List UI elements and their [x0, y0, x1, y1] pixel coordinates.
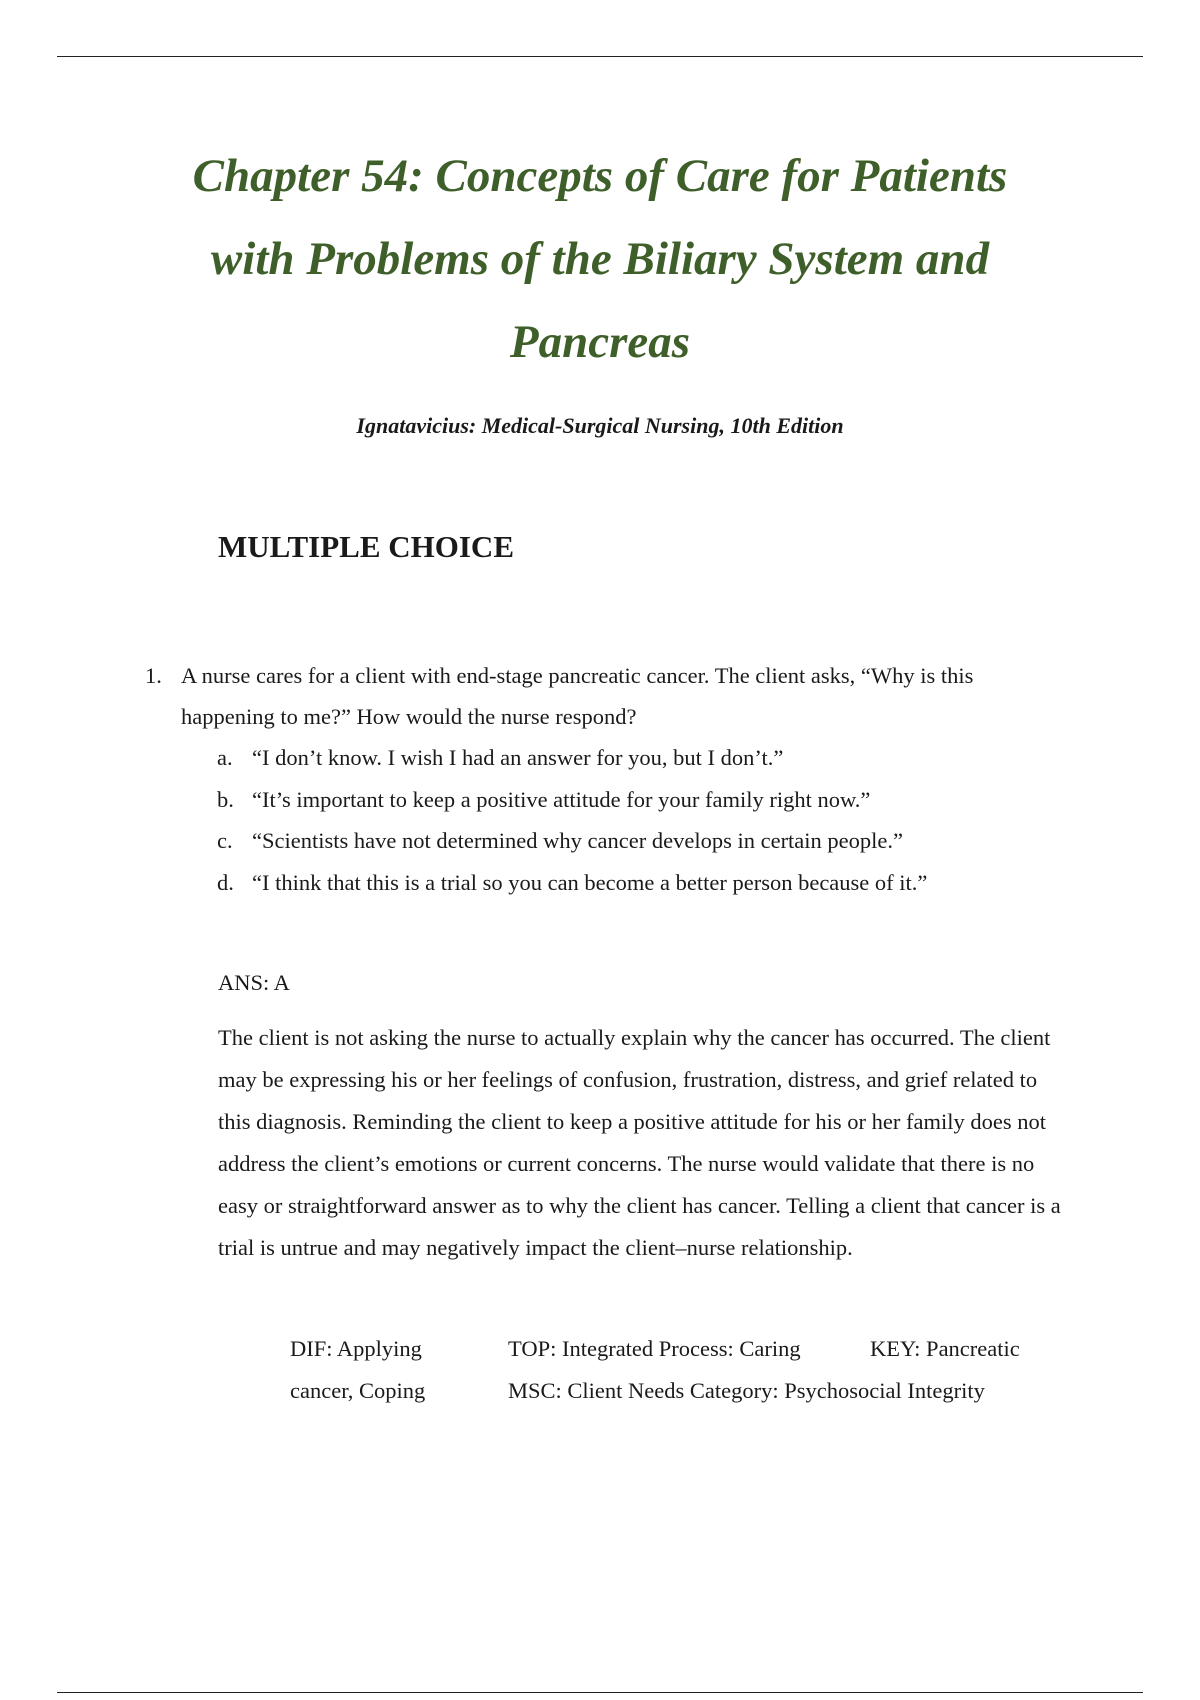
question-1: [145, 655, 1025, 903]
section-heading: MULTIPLE CHOICE: [218, 529, 514, 564]
option-d: [217, 862, 1025, 904]
question-metadata: [290, 1328, 1080, 1412]
book-subtitle: Ignatavicius: Medical-Surgical Nursing, 10th Edition: [356, 413, 844, 438]
answer-key: ANS: A: [218, 970, 290, 995]
option-text: “I don’t know. I wish I had an answer for you, but I don’t.”: [252, 745, 784, 770]
question-stem: A nurse cares for a client with end-stage pancreatic cancer. The client asks, “Why is this happening to me?” How would the nurse respond?: [181, 663, 974, 729]
option-text: “I think that this is a trial so you can become a better person because of it.”: [252, 869, 928, 895]
bottom-divider: [57, 1692, 1143, 1693]
difficulty-label: DIF: Applying: [290, 1336, 422, 1361]
option-text: “It’s important to keep a positive attitude for your family right now.”: [252, 786, 871, 812]
top-divider: [57, 56, 1143, 57]
option-letter: b.: [217, 786, 234, 812]
metadata-row-1: [290, 1328, 1080, 1370]
option-letter: a.: [217, 745, 233, 770]
option-letter: d.: [217, 869, 234, 895]
option-c: [217, 820, 1025, 862]
chapter-title: [100, 135, 1100, 384]
metadata-row-2: [290, 1370, 1080, 1412]
rationale-text: The client is not asking the nurse to actually explain why the cancer has occurred. The client may be expressing his or her feelings of confusion, frustration, distress, and grief related to this diagnosis. Reminding the client to keep a positive attitude for his or her family does not address the client’s emotions or current concerns. The nurse would validate that there is no easy or straightforward answer as to why the client has cancer. Telling a client that cancer is a trial is untrue and may negatively impact the client–nurse relationship.: [218, 1025, 1061, 1260]
chapter-title-line-2: with Problems of the Biliary System and: [210, 233, 990, 285]
option-b: [217, 779, 1025, 821]
option-letter: c.: [217, 828, 233, 853]
option-a: [217, 737, 1025, 779]
option-text: “Scientists have not determined why cancer develops in certain people.”: [252, 828, 904, 853]
topic-label: TOP: Integrated Process: Caring: [508, 1336, 801, 1361]
question-number: 1.: [145, 663, 162, 688]
chapter-title-line-3: Pancreas: [509, 316, 691, 368]
key-continuation: cancer, Coping: [290, 1378, 426, 1403]
msc-label: MSC: Client Needs Category: Psychosocial Integrity: [508, 1378, 985, 1403]
answer-options: [217, 737, 1025, 903]
chapter-title-line-1: Chapter 54: Concepts of Care for Patients: [192, 150, 1008, 202]
key-label: KEY: Pancreatic: [870, 1336, 1020, 1361]
